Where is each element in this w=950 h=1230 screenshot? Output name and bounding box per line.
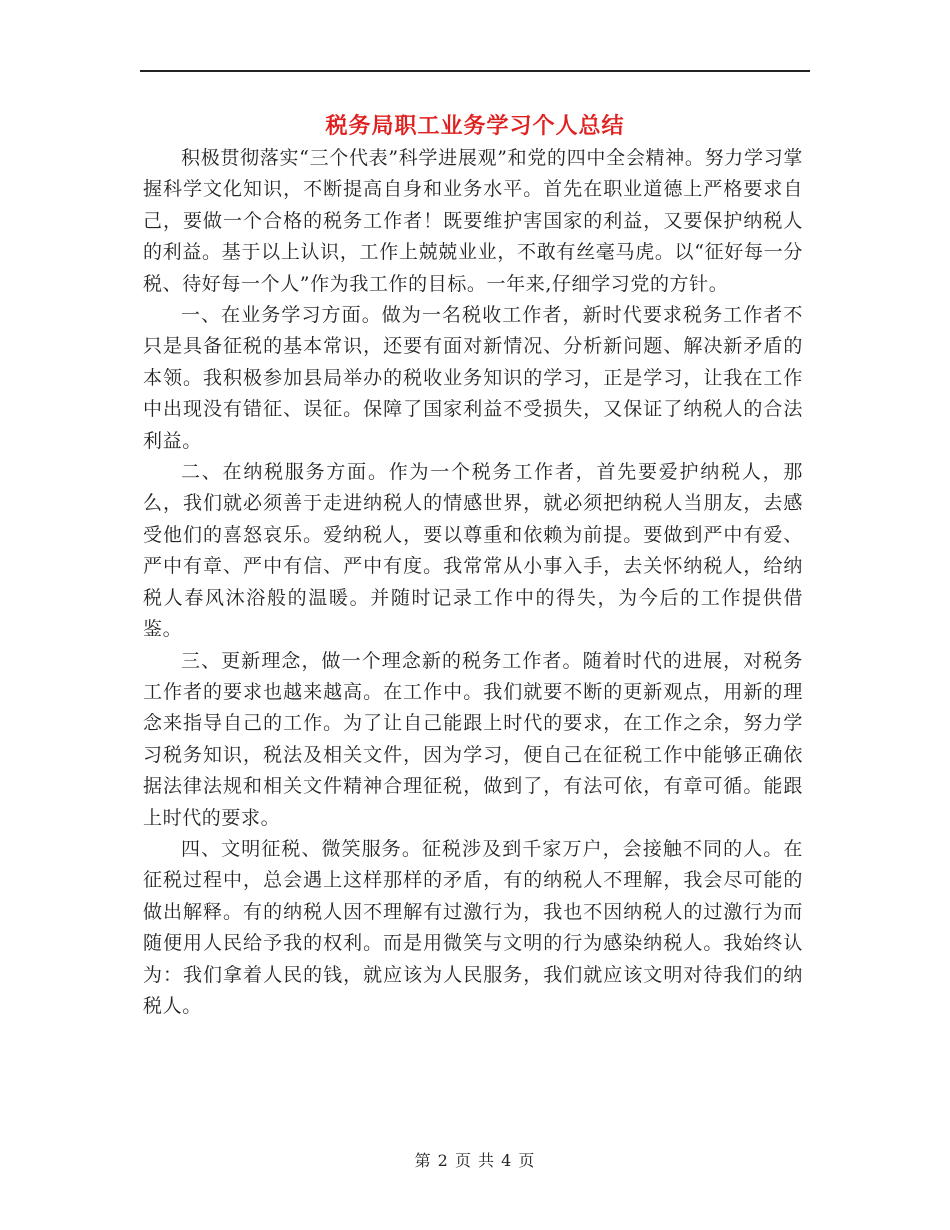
paragraph-business-study: 一、在业务学习方面。做为一名税收工作者，新时代要求税务工作者不只是具备征税的基本常识，还要有面对新情况、分析新问题、解决新矛盾的本领。我积极参加县局举办的税收业务知识的学习，正是学习，让我在工作中出现没有错征、误征。保障了国家利益不受损失，又保证了纳税人的合法利益。 <box>143 304 803 452</box>
paragraph-taxpayer-service: 二、在纳税服务方面。作为一个税务工作者，首先要爱护纳税人，那么，我们就必须善于走进纳税人的情感世界，就必须把纳税人当朋友，去感受他们的喜怒哀乐。爱纳税人，要以尊重和依赖为前提。要做到严中有爱、严中有章、严中有信、严中有度。我常常从小事入手，去关怀纳税人，给纳税人春风沐浴般的温暖。并随时记录工作中的得失，为今后的工作提供借鉴。 <box>143 461 803 641</box>
footer-total-pages: 4 <box>501 1151 513 1170</box>
paragraph-update-concepts: 三、更新理念，做一个理念新的税务工作者。随着时代的进展，对税务工作者的要求也越来越高。在工作中。我们就要不断的更新观点，用新的理念来指导自己的工作。为了让自己能跟上时代的要求，在工作之余，努力学习税务知识，税法及相关文件，因为学习，便自己在征税工作中能够正确依据法律法规和相关文件精神合理征税，做到了，有法可依，有章可循。能跟上时代的要求。 <box>143 649 803 829</box>
page-footer <box>140 1148 810 1171</box>
paragraph-civilized-taxation: 四、文明征税、微笑服务。征税涉及到千家万户，会接触不同的人。在征税过程中，总会遇上这样那样的矛盾，有的纳税人不理解，我会尽可能的做出解释。有的纳税人因不理解有过激行为，我也不因纳税人的过激行为而随便用人民给予我的权利。而是用微笑与文明的行为感染纳税人。我始终认为：我们拿着人民的钱，就应该为人民服务，我们就应该文明对待我们的纳税人。 <box>143 837 803 1017</box>
paragraph-intro: 积极贯彻落实“三个代表”科学进展观”和党的四中全会精神。努力学习掌握科学文化知识，不断提高自身和业务水平。首先在职业道德上严格要求自己，要做一个合格的税务工作者！既要维护害国家的利益，又要保护纳税人的利益。基于以上认识，工作上兢兢业业，不敢有丝毫马虎。以“征好每一分税、待好每一个人”作为我工作的目标。一年来,仔细学习党的方针。 <box>143 147 803 295</box>
footer-suffix: 页 <box>518 1151 536 1170</box>
footer-prefix: 第 <box>414 1151 432 1170</box>
header-rule <box>140 70 810 72</box>
footer-current-page: 2 <box>437 1151 449 1170</box>
document-body <box>143 143 803 1022</box>
document-title: 税务局职工业务学习个人总结 <box>325 113 625 139</box>
footer-middle: 页 共 <box>454 1151 496 1170</box>
